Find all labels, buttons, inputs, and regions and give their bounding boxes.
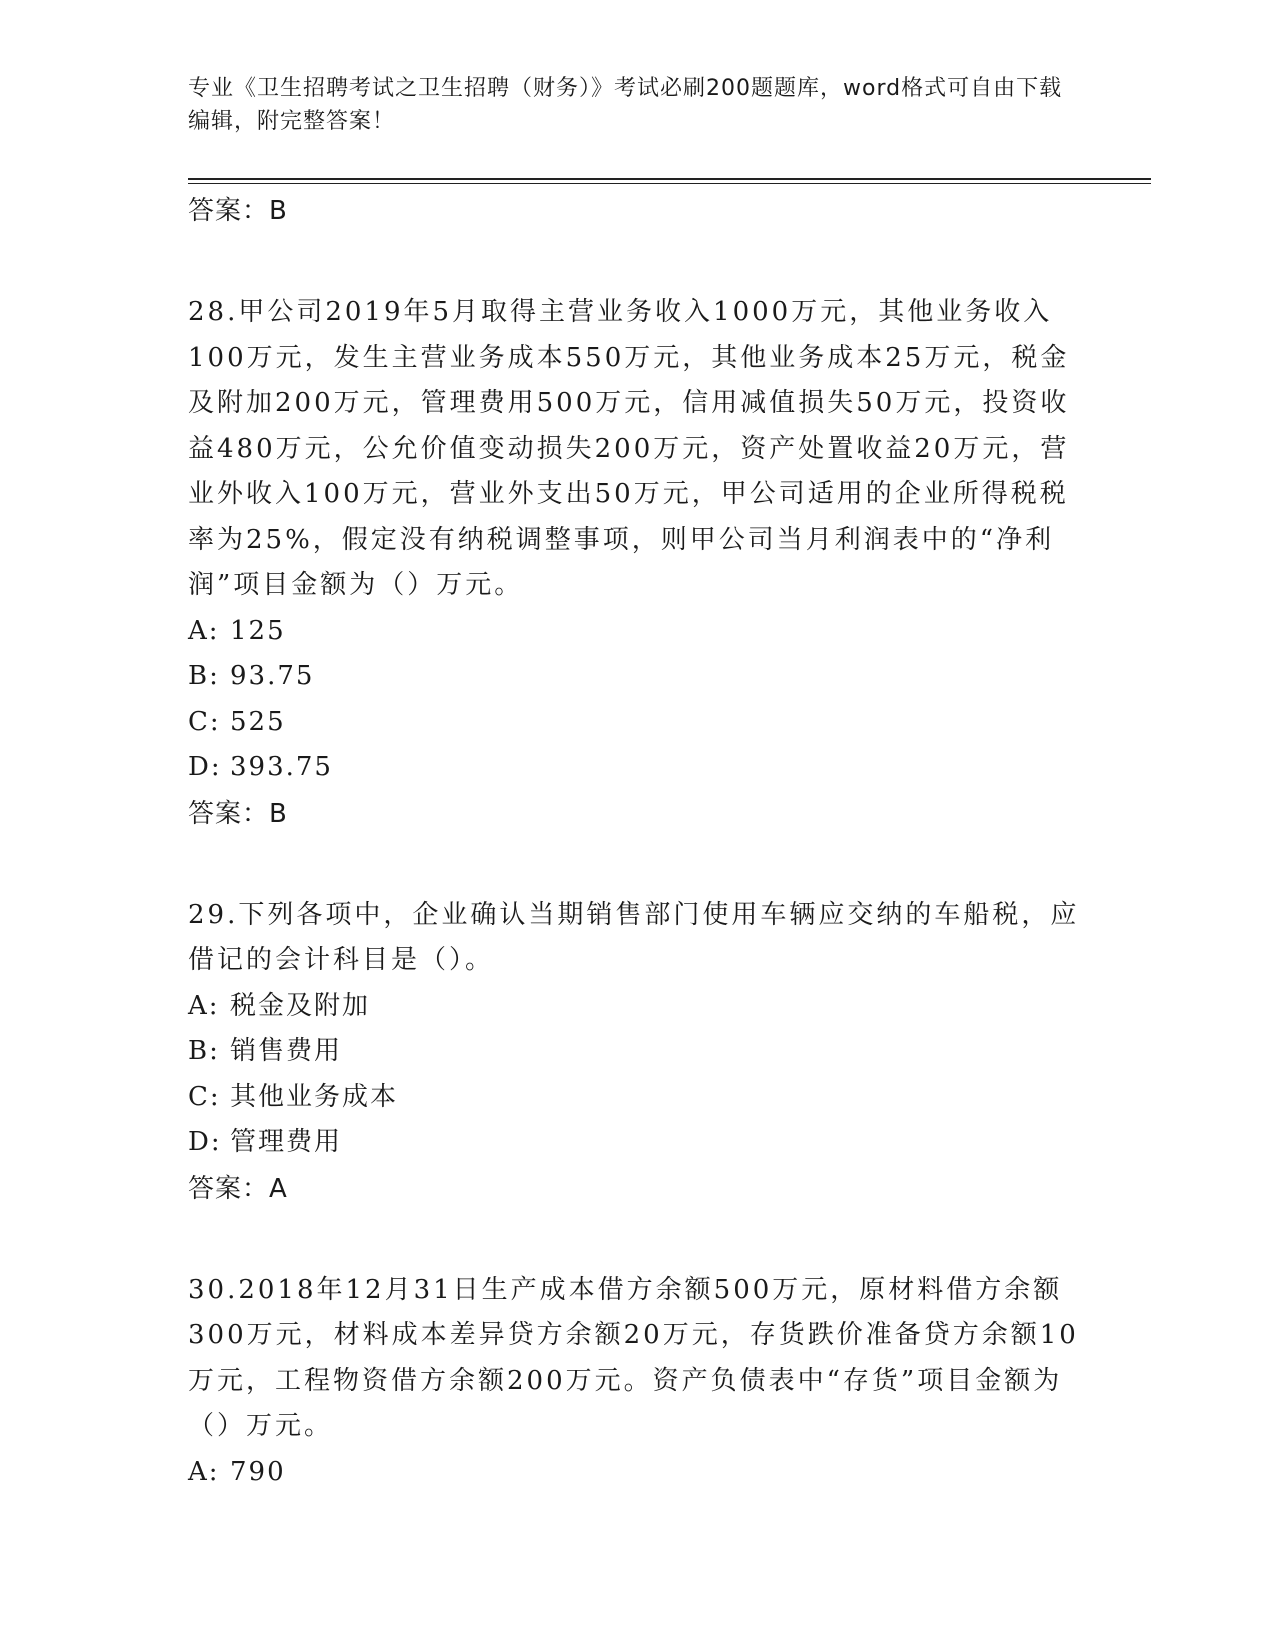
option-letter: A: [188,615,220,646]
option-letter: D: [188,1127,222,1157]
option-letter: A: [188,1456,220,1487]
question-text: 29.下列各项中，企业确认当期销售部门使用车辆应交纳的车船税，应借记的会计科目是（）。 [188,899,1080,975]
option-letter: B: [188,1036,220,1066]
header-text: 专业《卫生招聘考试之卫生招聘（财务）》考试必刷200题题库，word格式可自由下载编辑，附完整答案！ [188,76,1063,134]
option-text: 125 [230,615,286,646]
option-d [188,1120,1088,1166]
option-a [188,609,1088,655]
option-text: 管理费用 [230,1127,343,1157]
option-c [188,1075,1088,1121]
answer-line: 答案：B [188,798,288,829]
header-divider-thick [188,178,1151,180]
option-text: 93.75 [230,661,315,691]
document-body [188,188,1088,1495]
question-28 [188,290,1088,837]
option-letter: C: [188,1081,221,1112]
option-b [188,654,1088,700]
answer-line: 答案：B [188,196,288,226]
document-header [188,72,1068,138]
option-b [188,1029,1088,1075]
option-c [188,700,1088,746]
option-d [188,745,1088,791]
option-letter: C: [188,706,221,737]
question-30 [188,1268,1088,1496]
question-text: 30.2018年12月31日生产成本借方余额500万元，原材料借方余额300万元，材料成本差异贷方余额20万元，存货跌价准备贷方余额10万元，工程物资借方余额200万元。资产负债表中“存货”项目金额为（）万元。 [188,1274,1079,1441]
option-text: 393.75 [230,752,333,782]
option-text: 525 [230,706,286,737]
option-letter: A: [188,990,220,1021]
question-29 [188,893,1088,1212]
question-text: 28.甲公司2019年5月取得主营业务收入1000万元，其他业务收入100万元，发生主营业务成本550万元，其他业务成本25万元，税金及附加200万元，管理费用500万元，信用减值损失50万元，投资收益480万元，公允价值变动损失200万元，资产处置收益20万元，营业外收入100万元，营业外支出50万元，甲公司适用的企业所得税税率为25%，假定没有纳税调整事项，则甲公司当月利润表中的“净利润”项目金额为（）万元。 [188,297,1070,600]
option-letter: B: [188,661,220,691]
option-text: 其他业务成本 [230,1081,399,1112]
answer-line: 答案：A [188,1173,288,1204]
option-letter: D: [188,752,222,782]
option-text: 销售费用 [230,1036,343,1066]
option-a [188,984,1088,1030]
option-text: 税金及附加 [230,990,371,1021]
option-a [188,1450,1088,1496]
option-text: 790 [230,1456,286,1487]
header-divider-thin [188,183,1151,184]
